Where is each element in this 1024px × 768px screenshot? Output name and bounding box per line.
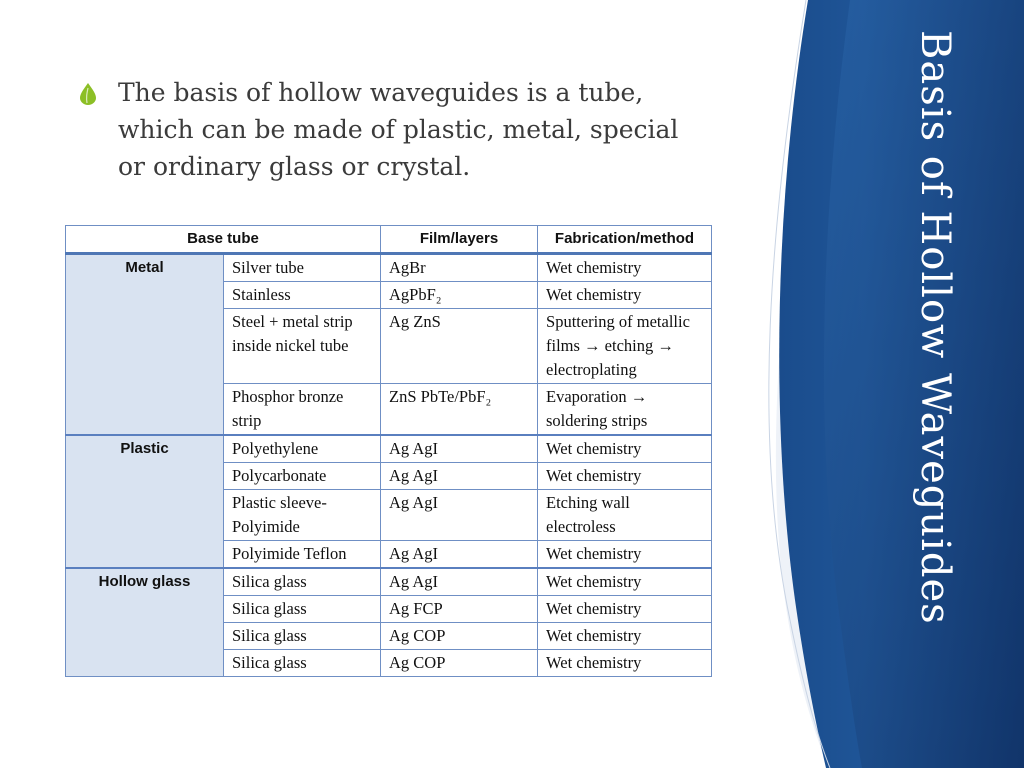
header-base-tube: Base tube: [66, 226, 381, 254]
group-label-hollow-glass: Hollow glass: [66, 568, 224, 677]
cell-tube: Polycarbonate: [224, 463, 381, 490]
cell-tube: Phosphor bronze strip: [224, 384, 381, 436]
cell-method: Wet chemistry: [538, 435, 712, 463]
cell-film: Ag COP: [381, 623, 538, 650]
cell-film: Ag AgI: [381, 463, 538, 490]
cell-tube: Plastic sleeve-Polyimide: [224, 490, 381, 541]
group-label-metal: Metal: [66, 254, 224, 436]
page-title: Basis of Hollow Waveguides: [912, 30, 958, 625]
cell-method: Wet chemistry: [538, 596, 712, 623]
cell-method: Wet chemistry: [538, 541, 712, 569]
header-fabrication-method: Fabrication/method: [538, 226, 712, 254]
cell-tube: Steel + metal strip inside nickel tube: [224, 309, 381, 384]
table-row: [66, 568, 712, 596]
cell-method: Wet chemistry: [538, 568, 712, 596]
cell-film: AgBr: [381, 254, 538, 282]
cell-method: Wet chemistry: [538, 650, 712, 677]
cell-method: Etching wall electroless: [538, 490, 712, 541]
table-header-row: [66, 226, 712, 254]
cell-film: ZnS PbTe/PbF₂: [381, 384, 538, 436]
cell-film: Ag ZnS: [381, 309, 538, 384]
cell-method: Sputtering of metallic films → etching → electroplating: [538, 309, 712, 384]
cell-tube: Stainless: [224, 282, 381, 309]
cell-film: Ag COP: [381, 650, 538, 677]
cell-film: Ag AgI: [381, 435, 538, 463]
cell-tube: Silica glass: [224, 596, 381, 623]
cell-tube: Silver tube: [224, 254, 381, 282]
table-row: [66, 254, 712, 282]
group-label-plastic: Plastic: [66, 435, 224, 568]
bullet-point: [80, 74, 700, 185]
cell-method: Wet chemistry: [538, 282, 712, 309]
cell-film: Ag FCP: [381, 596, 538, 623]
cell-method: Wet chemistry: [538, 463, 712, 490]
cell-method: Wet chemistry: [538, 254, 712, 282]
cell-tube: Silica glass: [224, 650, 381, 677]
cell-tube: Silica glass: [224, 623, 381, 650]
leaf-bullet-icon: [80, 83, 96, 105]
cell-tube: Silica glass: [224, 568, 381, 596]
cell-tube: Polyethylene: [224, 435, 381, 463]
table-row: [66, 435, 712, 463]
cell-method: Evaporation → soldering strips: [538, 384, 712, 436]
cell-method: Wet chemistry: [538, 623, 712, 650]
cell-tube: Polyimide Teflon: [224, 541, 381, 569]
cell-film: Ag AgI: [381, 490, 538, 541]
header-film-layers: Film/layers: [381, 226, 538, 254]
cell-film: Ag AgI: [381, 541, 538, 569]
bullet-text: The basis of hollow waveguides is a tube, which can be made of plastic, metal, special or ordinary glass or crystal.: [118, 78, 679, 181]
cell-film: AgPbF₂: [381, 282, 538, 309]
cell-film: Ag AgI: [381, 568, 538, 596]
waveguide-table: [65, 225, 712, 677]
